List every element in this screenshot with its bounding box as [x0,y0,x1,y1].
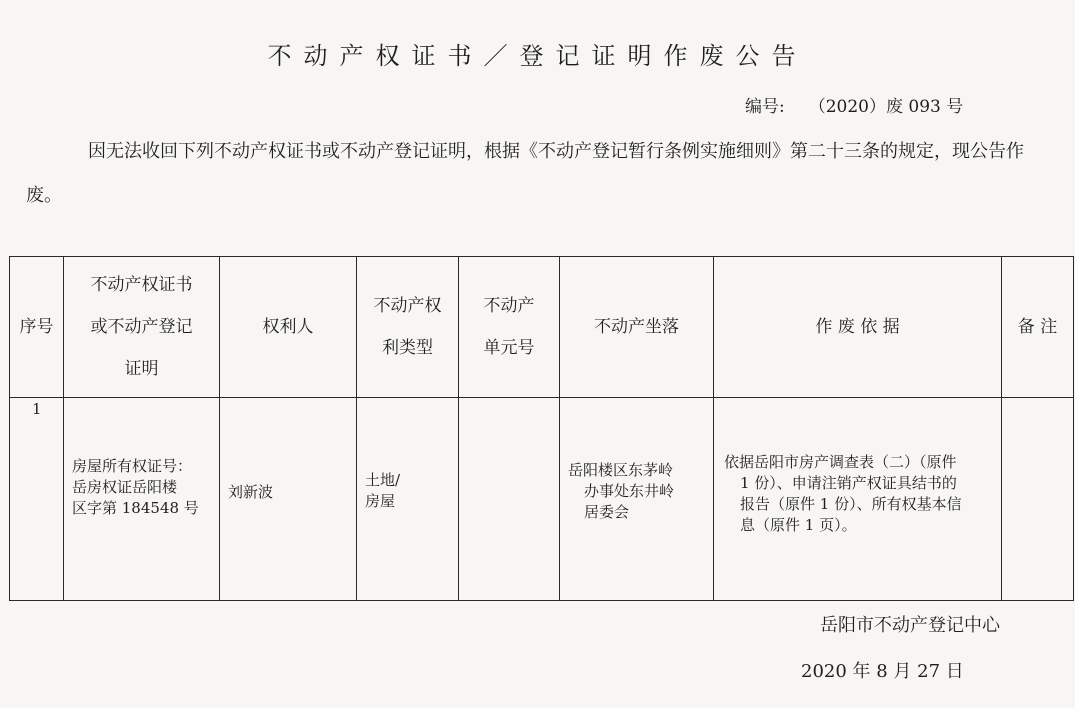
header-holder: 权利人 [220,257,357,398]
certificate-line: 房屋所有权证号： [72,457,193,475]
location-text [560,398,713,527]
basis-line: 依据岳阳市房产调查表（二）（原件 [724,453,957,471]
header-remark: 备 注 [1002,257,1074,398]
doc-number-label: 编号: [745,97,785,117]
right-type-text [357,398,458,516]
header-certificate-line: 或不动产登记 [90,317,193,337]
header-certificate [64,257,220,398]
header-certificate-line: 证明 [124,359,159,379]
doc-number [745,92,963,117]
header-location: 不动产坐落 [560,257,714,398]
basis-line: 报告（原件 1 份）、所有权基本信 [740,495,962,513]
header-certificate-line: 不动产权证书 [90,275,193,295]
header-unit-number-line: 单元号 [483,338,535,358]
cell-certificate [64,398,220,601]
basis-line: 息（原件 1 页）。 [740,516,857,534]
holder-name: 刘新波 [228,483,274,501]
header-unit-number [459,257,560,398]
header-seq: 序号 [10,257,64,398]
table-header-row [10,257,1074,398]
location-line: 居委会 [584,503,630,521]
doc-number-value: （2020）废 093 号 [808,97,964,117]
certificate-line: 区字第 184548 号 [72,499,199,517]
header-right-type-line: 利类型 [382,338,433,358]
cell-right-type [357,398,459,601]
cell-remark [1002,398,1074,601]
cell-unit-number [459,398,560,601]
certificate-text [64,398,219,523]
location-line: 岳阳楼区东茅岭 [568,461,674,479]
basis-text [714,398,1001,540]
table-row [10,398,1074,601]
issuer-name: 岳阳市不动产登记中心 [820,615,1000,636]
notice-title: 不动产权证书／登记证明作废公告 [267,42,808,70]
header-unit-number-line: 不动产 [483,296,535,316]
row-seq: 1 [32,400,42,418]
cell-seq [10,398,64,601]
right-type-line: 房屋 [365,492,396,510]
void-certificate-table [9,256,1074,601]
right-type-line: 土地/ [365,471,401,489]
cell-basis [714,398,1002,601]
cell-holder [220,398,357,601]
issue-date: 2020 年 8 月 27 日 [801,661,964,682]
basis-line: 1 份）、申请注销产权证具结书的 [740,474,957,492]
notice-body: 因无法收回下列不动产权证书或不动产登记证明，根据《不动产登记暂行条例实施细则》第二十三条的规定，现公告作废。 [26,141,1024,206]
header-right-type [357,257,459,398]
header-right-type-line: 不动产权 [373,296,442,316]
location-line: 办事处东井岭 [584,482,675,500]
header-basis: 作 废 依 据 [714,257,1002,398]
cell-location [560,398,714,601]
certificate-line: 岳房权证岳阳楼 [72,478,178,496]
